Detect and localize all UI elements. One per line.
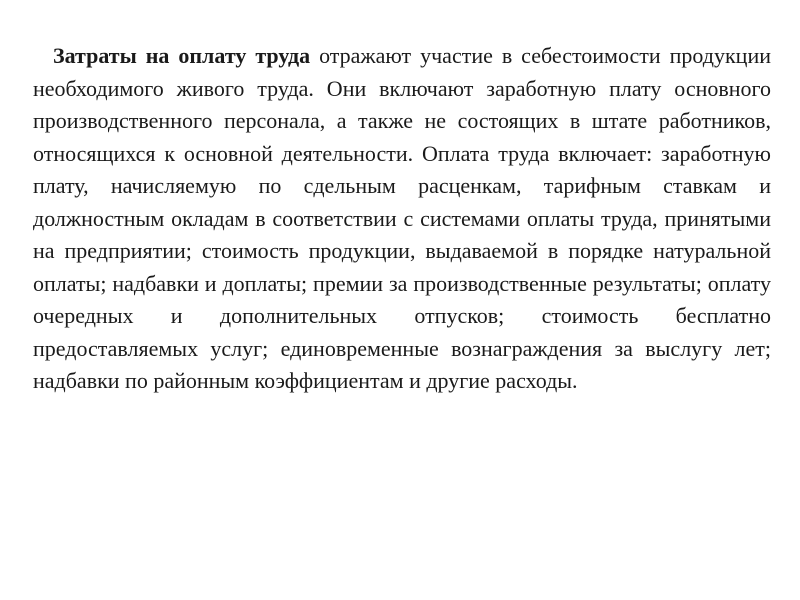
paragraph-body: отражают участие в себестоимости продукции необходимого живого труда. Они включают заработную плату основного производственного персонала, а также не состоящих в штате работников, относящихся к основной деятельности. Оплата труда включает: заработную плату, начисляемую по сдельным расценкам, тарифным ставкам и должностным окладам в соответствии с системами оплаты труда, принятыми на предприятии; стоимость продукции, выдаваемой в порядке натуральной оплаты; надбавки и доплаты; премии за производственные результаты; оплату очередных и дополнительных отпусков; стоимость бесплатно предоставляемых услуг; единовременные вознаграждения за выслугу лет; надбавки по районным коэффициентам и другие расходы.: [33, 43, 771, 393]
labor-costs-paragraph: [33, 40, 771, 398]
paragraph-lead-term: Затраты на оплату труда: [53, 43, 311, 68]
